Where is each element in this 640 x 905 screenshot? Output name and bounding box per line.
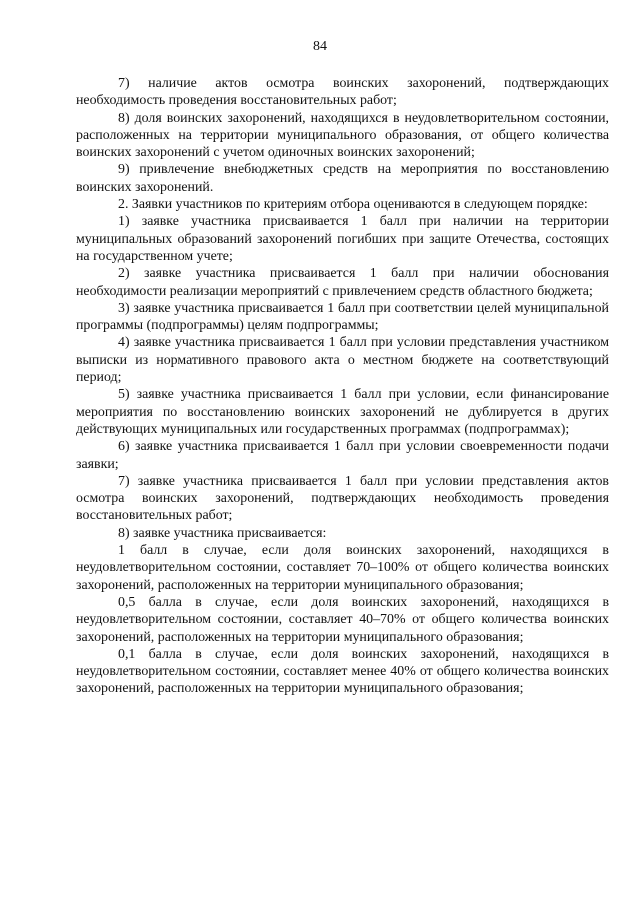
paragraph-section-2: 2. Заявки участников по критериям отбора оцениваются в следующем порядке: bbox=[118, 197, 588, 213]
paragraph-criterion-1: 1) заявке участника присваивается 1 балл при наличии на территории муниципальных образований захоронений погибших при защите Отечества, состоящих на государственном учете; bbox=[76, 214, 609, 264]
paragraph-item-7: 7) наличие актов осмотра воинских захоронений, подтверждающих необходимость проведения восстановительных работ; bbox=[76, 76, 609, 109]
paragraph-criterion-4: 4) заявке участника присваивается 1 балл при условии представления участником выписки из нормативного правового акта о местном бюджете на соответствующий период; bbox=[76, 335, 609, 386]
paragraph-criterion-6: 6) заявке участника присваивается 1 балл при условии своевременности подачи заявки; bbox=[76, 439, 609, 472]
paragraph-score-0-5: 0,5 балла в случае, если доля воинских захоронений, находящихся в неудовлетворительном состоянии, составляет 40–70% от общего количества воинских захоронений, расположенных на территории муниципального образования; bbox=[76, 594, 609, 645]
paragraph-criterion-8: 8) заявке участника присваивается: bbox=[118, 525, 327, 541]
document-body bbox=[76, 75, 609, 698]
paragraph-criterion-3: 3) заявке участника присваивается 1 балл при соответствии целей муниципальной программы (подпрограммы) целям подпрограммы; bbox=[76, 300, 609, 334]
paragraph-score-0-1: 0,1 балла в случае, если доля воинских захоронений, находящихся в неудовлетворительном состоянии, составляет менее 40% от общего количества воинских захоронений, расположенных на территории муниципального образования; bbox=[76, 646, 609, 697]
paragraph-criterion-5: 5) заявке участника присваивается 1 балл при условии, если финансирование мероприятия по восстановлению воинских захоронений не дублируется в других действующих муниципальных или государственных программах (подпрограммах); bbox=[76, 387, 609, 437]
paragraph-item-8: 8) доля воинских захоронений, находящихся в неудовлетворительном состоянии, расположенных на территории муниципального образования, от общего количества воинских захоронений с учетом одиночных воинских захоронений; bbox=[76, 110, 609, 161]
paragraph-criterion-7: 7) заявке участника присваивается 1 балл при условии представления актов осмотра воинских захоронений, подтверждающих необходимость проведения восстановительных работ; bbox=[76, 473, 609, 524]
paragraph-criterion-2: 2) заявке участника присваивается 1 балл при наличии обоснования необходимости реализации мероприятий с привлечением средств областного бюджета; bbox=[76, 266, 609, 299]
page-number: 84 bbox=[313, 39, 327, 54]
paragraph-score-1: 1 балл в случае, если доля воинских захоронений, находящихся в неудовлетворительном состоянии, составляет 70–100% от общего количества воинских захоронений, расположенных на территории муниципального образования; bbox=[76, 543, 609, 593]
paragraph-item-9: 9) привлечение внебюджетных средств на мероприятия по восстановлению воинских захоронений. bbox=[76, 162, 609, 195]
